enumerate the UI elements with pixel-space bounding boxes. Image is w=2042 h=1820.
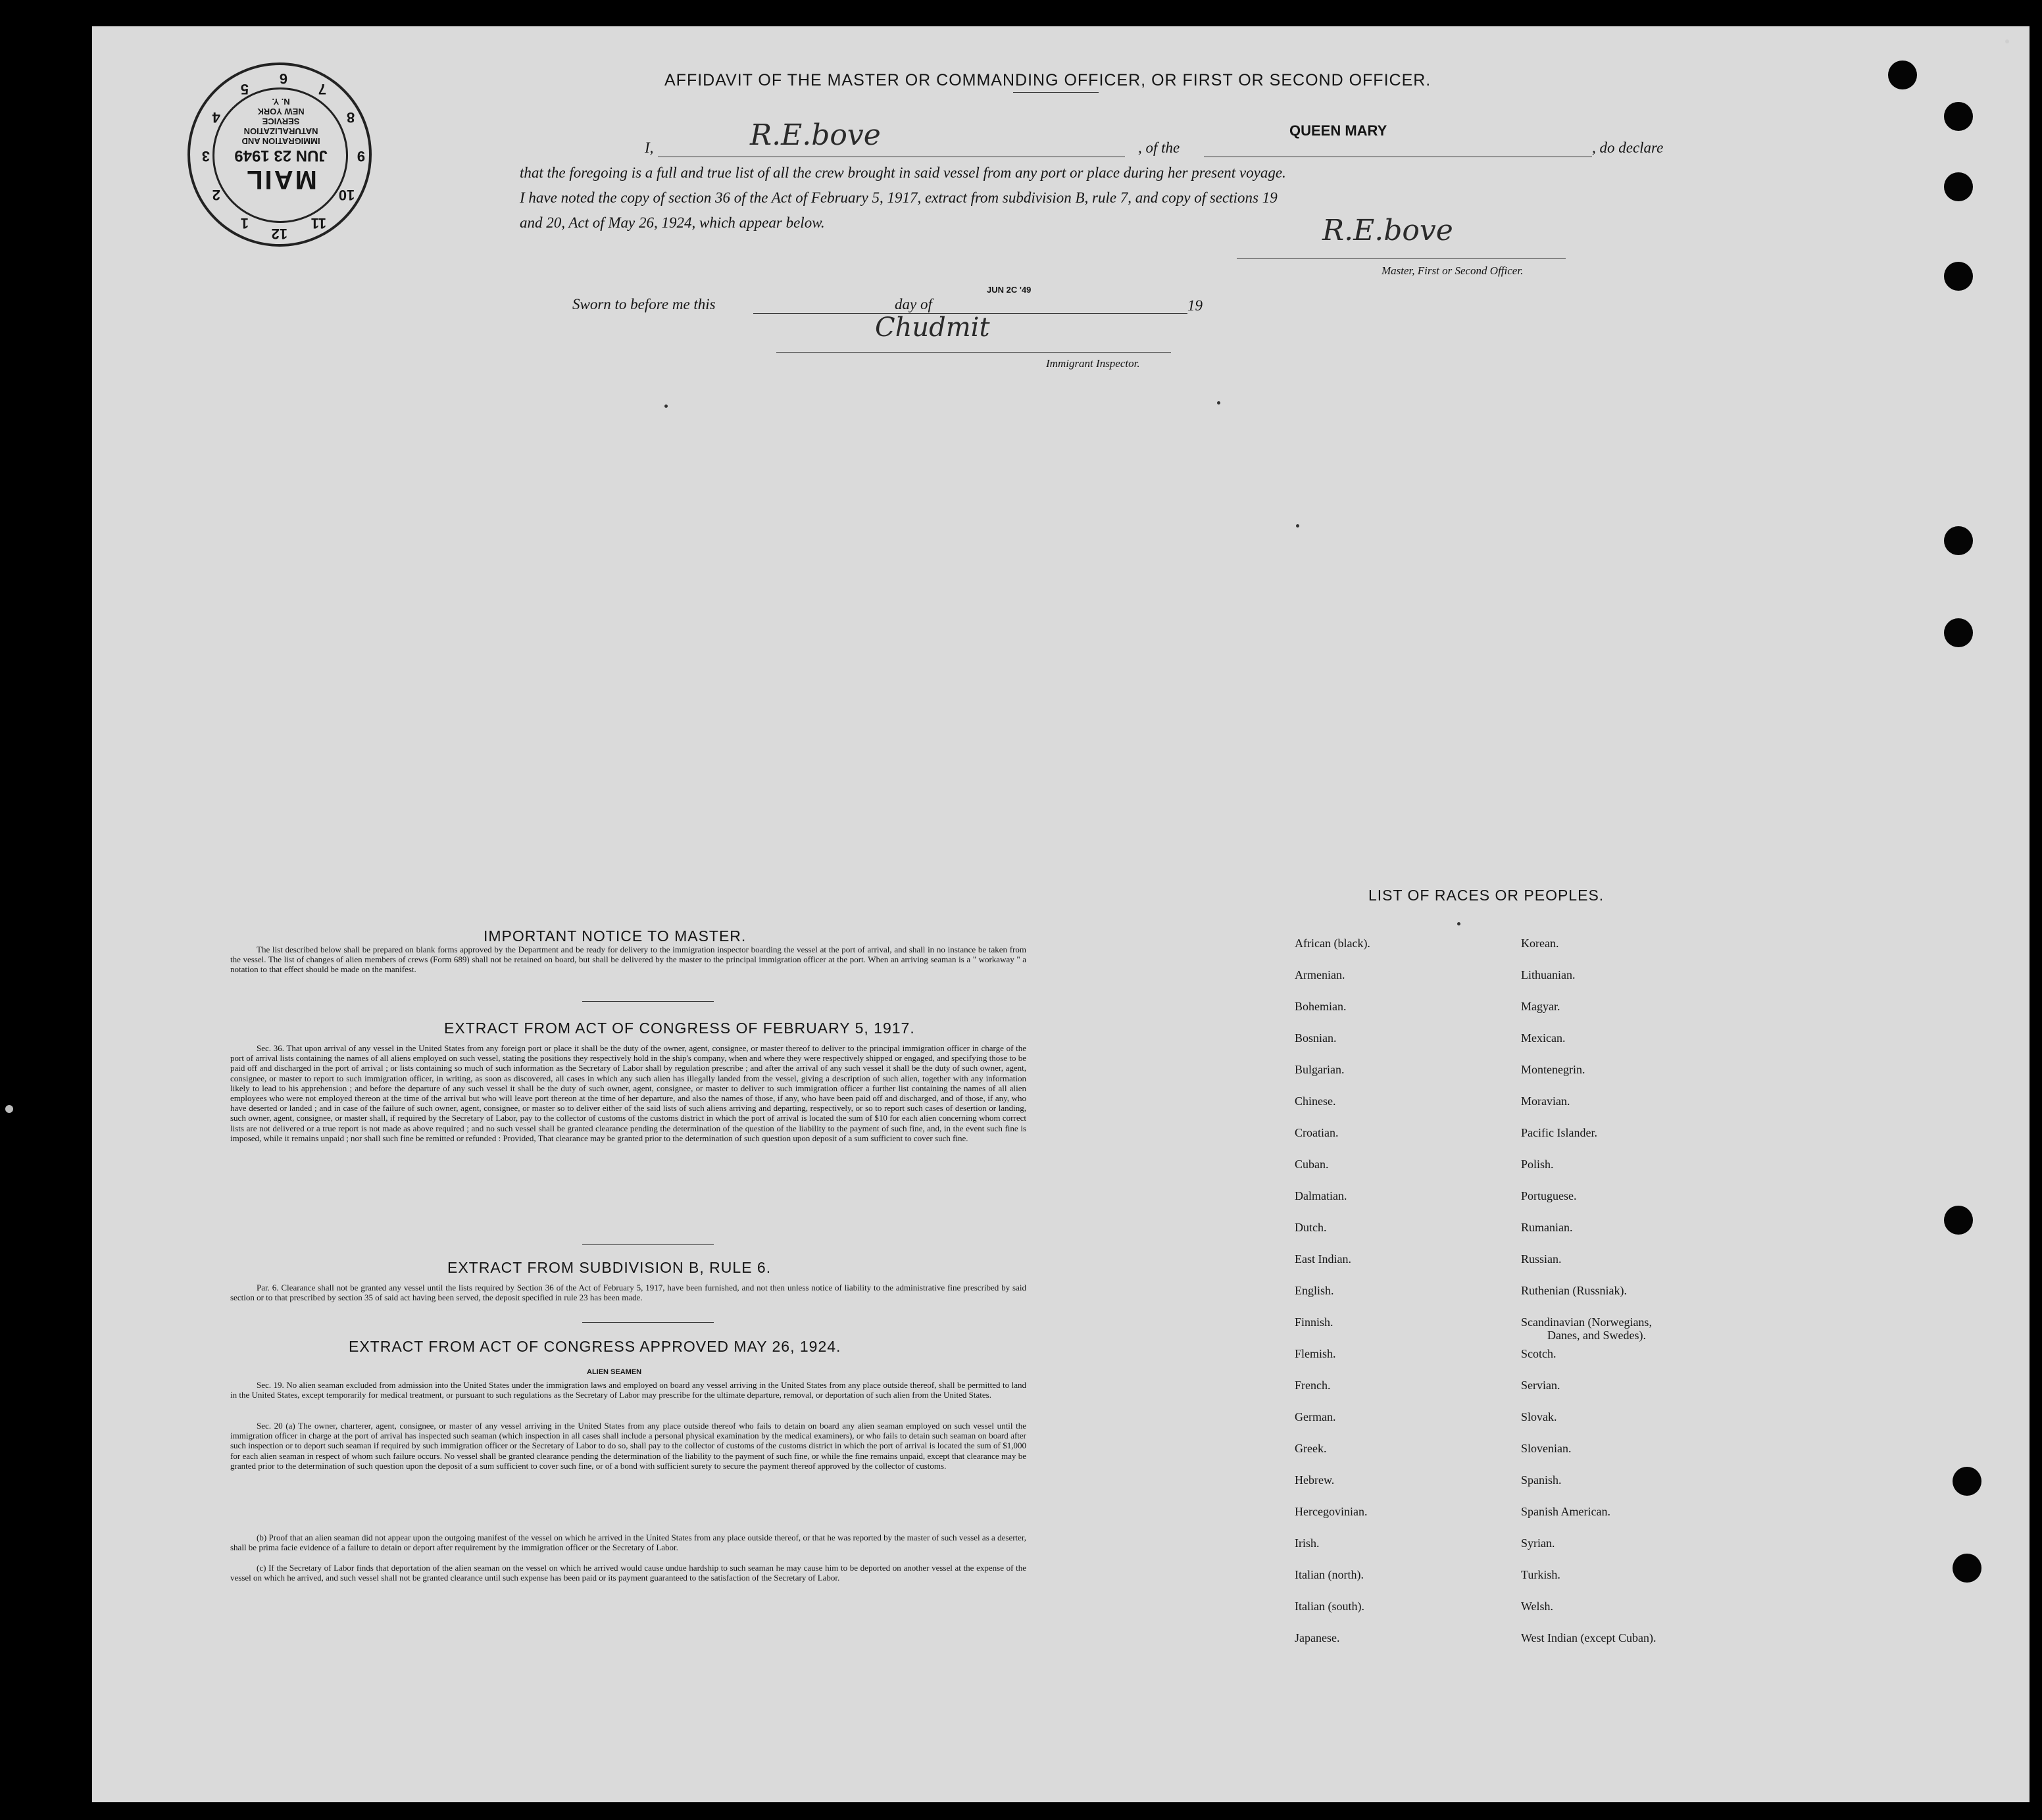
- race-item-left: Italian (south).: [1295, 1600, 1364, 1613]
- stamp-line1: IMMIGRATION AND: [241, 136, 320, 146]
- stamp-line5: N. Y.: [272, 97, 290, 107]
- affidavit-line4: and 20, Act of May 26, 1924, which appear below.: [520, 214, 825, 231]
- rule6-body: Par. 6. Clearance shall not be granted any vessel until the lists required by Section 36 of the Act of February 5, 1917, have been furnished, and not then unless notice of liability to the administrative fine prescribed by said section or to that prescribed by section 35 of said act having been served, the deposit specified in rule 23 has been made.: [230, 1283, 1026, 1303]
- stamp-date: JUN 23 1949: [234, 147, 328, 164]
- stamp-clock-digit: 11: [311, 215, 326, 232]
- form-mark: [664, 405, 668, 408]
- affidavit-i-label: I,: [645, 139, 654, 156]
- race-item-left: Bulgarian.: [1295, 1063, 1345, 1076]
- race-item-left: Dutch.: [1295, 1221, 1327, 1234]
- race-item-right: Polish.: [1521, 1158, 1554, 1171]
- race-item-right: Ruthenian (Russniak).: [1521, 1284, 1627, 1297]
- notice-divider: [582, 1001, 714, 1002]
- form-mark: [1457, 922, 1460, 925]
- race-item-right: Korean.: [1521, 937, 1559, 950]
- stamp-line4: NEW YORK: [257, 107, 305, 116]
- jurat-date-stamp: JUN 2C '49: [987, 285, 1032, 295]
- of-the-label: , of the: [1138, 139, 1180, 156]
- stamp-clock-digit: 7: [318, 80, 326, 97]
- race-item-right: Moravian.: [1521, 1094, 1570, 1108]
- race-item-right: Lithuanian.: [1521, 968, 1576, 981]
- master-signature-top: R.E.bove: [750, 118, 881, 152]
- vessel-name: QUEEN MARY: [1289, 122, 1387, 139]
- race-item-right: Russian.: [1521, 1252, 1562, 1266]
- race-item-left: Bosnian.: [1295, 1031, 1337, 1045]
- master-signature: R.E.bove: [1322, 214, 1453, 247]
- master-caption: Master, First or Second Officer.: [1382, 264, 1524, 277]
- race-item-left: Hebrew.: [1295, 1473, 1335, 1487]
- race-item-left: Chinese.: [1295, 1094, 1336, 1108]
- race-item-left: English.: [1295, 1284, 1334, 1297]
- film-speck: [2005, 39, 2009, 43]
- race-item-right: West Indian (except Cuban).: [1521, 1631, 1656, 1644]
- race-item-right: Spanish American.: [1521, 1505, 1610, 1518]
- form-mark: [1217, 401, 1220, 405]
- film-speck: [5, 1105, 13, 1113]
- race-item-left: Croatian.: [1295, 1126, 1339, 1139]
- stamp-mail: MAIL: [245, 165, 317, 194]
- race-item-right: Montenegrin.: [1521, 1063, 1585, 1076]
- race-item-left: East Indian.: [1295, 1252, 1351, 1266]
- punch-hole: [1953, 1467, 1981, 1496]
- race-item-left: Hercegovinian.: [1295, 1505, 1368, 1518]
- stamp-line3: SERVICE: [262, 116, 300, 126]
- rule6-heading: EXTRACT FROM SUBDIVISION B, RULE 6.: [447, 1259, 772, 1276]
- race-item-left: Dalmatian.: [1295, 1189, 1347, 1202]
- race-item-right: Scotch.: [1521, 1347, 1556, 1360]
- day-of-label: day of: [895, 296, 932, 312]
- year-label: 19: [1187, 297, 1203, 314]
- punch-hole: [1944, 262, 1973, 291]
- inspector-caption: Immigrant Inspector.: [1046, 357, 1140, 370]
- race-item-left: German.: [1295, 1410, 1336, 1423]
- mail-stamp: [187, 62, 372, 247]
- inspector-signature: Chudmit: [875, 312, 990, 343]
- race-item-left: Cuban.: [1295, 1158, 1329, 1171]
- race-item-left: French.: [1295, 1379, 1331, 1392]
- race-item-right: Servian.: [1521, 1379, 1560, 1392]
- alien-seamen-subheading: ALIEN SEAMEN: [587, 1368, 642, 1376]
- race-item-left: Bohemian.: [1295, 1000, 1347, 1013]
- extract-1924-sec20c: (c) If the Secretary of Labor finds that deportation of the alien seaman on the vessel on which he arrived would cause undue hardship to such seaman he may cause him to be deported on another vessel at the expense of the vessel on which he arrived, and such vessel shall not be granted clearance until such expense has been paid or its payment guaranteed to the satisfaction of the Secretary of Labor.: [230, 1563, 1026, 1583]
- stamp-clock-digit: 10: [338, 187, 355, 203]
- notice-heading: IMPORTANT NOTICE TO MASTER.: [484, 927, 747, 945]
- stamp-clock-digit: 9: [357, 148, 365, 164]
- extract-1924-sec20b: (b) Proof that an alien seaman did not appear upon the outgoing manifest of the vessel on which he arrived in the United States from any place outside thereof, or that he was reported by the master of such vessel as a deserter, shall be prima facie evidence of a failure to detain or deport after requirement by the immigration officer or the Secretary of Labor.: [230, 1533, 1026, 1553]
- bleed-through-text: [684, 112, 700, 134]
- stamp-clock-digit: 6: [279, 70, 287, 87]
- stamp-clock-digit: 1: [240, 215, 249, 232]
- notice-body: The list described below shall be prepared on blank forms approved by the Department and be ready for delivery to the immigration inspector boarding the vessel at the port of arrival, and shall in no instance be taken from the vessel. The list of changes of alien members of crews (Form 689) shall not be retained on board, but shall be delivered by the master to the principal immigration officer at the port. When an arriving seaman is a " workaway " a notation to that effect should be made on the manifest.: [230, 945, 1026, 975]
- stamp-clock-digit: 4: [212, 109, 220, 126]
- affidavit-line2: that the foregoing is a full and true list of all the crew brought in said vessel from any port or place during her present voyage.: [520, 164, 1286, 181]
- punch-hole: [1944, 172, 1973, 201]
- races-heading: LIST OF RACES OR PEOPLES.: [1368, 887, 1605, 904]
- master-signature-line: [1237, 258, 1566, 259]
- race-item-left: Finnish.: [1295, 1316, 1333, 1329]
- race-item-right: Rumanian.: [1521, 1221, 1573, 1234]
- race-item-left: Armenian.: [1295, 968, 1345, 981]
- extract-1924-sec20a: Sec. 20 (a) The owner, charterer, agent, consignee, or master of any vessel arriving in the United States from any place outside thereof who fails to detain on board any alien seaman employed on such vessel until the immigration officer in charge at the port of arrival has inspected such seaman (which inspection in all cases shall include a personal physical examination by the medical examiners), or who fails to detain such seaman on board after such inspection or to deport such seaman if required by such immigration officer or the Secretary of Labor to do so, shall pay to the collector of customs of the customs district in which the port of arrival is located the sum of $1,000 for each alien seaman in respect of whom such failure occurs. No vessel shall be granted clearance pending the determination of the liability to the payment of such fine, or while the fine remains unpaid, except that clearance may be granted prior to the determination of such question upon the deposit of a sum sufficient to cover such fine, or of a bond with sufficient surety to secure the payment thereof approved by the collector of customs.: [230, 1421, 1026, 1471]
- race-item-right: Turkish.: [1521, 1568, 1560, 1581]
- race-item-right: Danes, and Swedes).: [1547, 1329, 1646, 1342]
- race-item-right: Mexican.: [1521, 1031, 1566, 1045]
- race-item-right: Slovak.: [1521, 1410, 1557, 1423]
- stamp-clock-digit: 3: [201, 148, 210, 164]
- affidavit-heading: AFFIDAVIT OF THE MASTER OR COMMANDING OFFICER, OR FIRST OR SECOND OFFICER.: [664, 71, 1432, 89]
- race-item-right: Scandinavian (Norwegians,: [1521, 1316, 1652, 1329]
- punch-hole: [1953, 1554, 1981, 1583]
- sworn-label: Sworn to before me this: [572, 296, 716, 312]
- inspector-line: [776, 352, 1171, 353]
- extract-1917-body: Sec. 36. That upon arrival of any vessel in the United States from any foreign port or place it shall be the duty of the owner, agent, consignee, or master thereof to deliver to the principal immigration officer in charge of the port of arrival lists containing the names of all aliens employed on such vessel, stating the positions they respectively hold in the ship's company, when and where they were respectively shipped or engaged, and specifying those to be paid off and discharged in the port of arrival ; or lists containing so much of such information as the Secretary of Labor shall by regulation prescribe ; and after the arrival of any such vessel it shall be the duty of such owner, agent, consignee, or master to report to such immigration officer, in writing, as soon as discovered, all cases in which any such alien has illegally landed from the vessel, giving a description of such alien, together with any information likely to lead to his apprehension ; and before the departure of any such vessel it shall be the duty of such owner, agent, consignee, or master to deliver to such immigration officer a further list containing the names of all alien employees who were not employed thereon at the time of the arrival but who will leave port thereon at the time of her departure, and also the names of those, if any, who have been paid off and discharged, and of those, if any, who have deserted or landed ; and in case of the failure of such owner, agent, consignee, or master so to deliver either of the said lists of such aliens arriving and departing, respectively, or so to report such cases of desertion or landing, such owner, agent, consignee, or master shall, if required by the Secretary of Labor, pay to the collector of customs of the customs district in which the port of arrival is located the sum of $10 for each alien concerning whom correct lists are not delivered or a true report is not made as above required ; and no such vessel shall be granted clearance pending the determination of the question of the liability to the payment of such fine, and, in the event such fine is imposed, while it remains unpaid ; nor shall such fine be remitted or refunded : Provided, That clearance may be granted prior to the determination of such question upon deposit of a sum sufficient to cover such fine.: [230, 1043, 1026, 1143]
- do-declare-label: , do declare: [1592, 139, 1664, 156]
- form-mark: [1296, 524, 1299, 528]
- extract-1924-sec19: Sec. 19. No alien seaman excluded from admission into the United States under the immigration laws and employed on board any vessel arriving in the United States from any place outside thereof, shall be permitted to land in the United States, except temporarily for medical treatment, or pursuant to such regulations as the Secretary of Labor may prescribe for the ultimate departure, removal, or deportation of such alien from the United States.: [230, 1380, 1026, 1400]
- document-page: [92, 26, 2030, 1802]
- race-item-left: Flemish.: [1295, 1347, 1336, 1360]
- race-item-right: Magyar.: [1521, 1000, 1560, 1013]
- affidavit-line3: I have noted the copy of section 36 of the Act of February 5, 1917, extract from subdivision B, rule 7, and copy of sections 19: [520, 189, 1278, 206]
- stamp-clock-digit: 5: [240, 80, 249, 97]
- race-item-left: Greek.: [1295, 1442, 1327, 1455]
- punch-hole: [1944, 526, 1973, 555]
- stamp-clock-digit: 2: [212, 187, 220, 203]
- race-item-left: Japanese.: [1295, 1631, 1340, 1644]
- punch-hole: [1944, 1206, 1973, 1235]
- punch-hole: [1944, 618, 1973, 647]
- heading-rule: [1013, 92, 1099, 93]
- race-item-right: Spanish.: [1521, 1473, 1562, 1487]
- rule6-divider: [582, 1322, 714, 1323]
- punch-hole: [1888, 61, 1917, 89]
- stamp-clock-digit: 8: [346, 109, 355, 126]
- extract-1917-divider: [582, 1244, 714, 1245]
- race-item-right: Slovenian.: [1521, 1442, 1572, 1455]
- race-item-right: Pacific Islander.: [1521, 1126, 1597, 1139]
- punch-hole: [1944, 102, 1973, 131]
- race-item-left: African (black).: [1295, 937, 1370, 950]
- race-item-right: Welsh.: [1521, 1600, 1554, 1613]
- stamp-clock-digit: 12: [271, 226, 287, 242]
- race-item-left: Irish.: [1295, 1537, 1320, 1550]
- race-item-left: Italian (north).: [1295, 1568, 1364, 1581]
- extract-1924-heading: EXTRACT FROM ACT OF CONGRESS APPROVED MAY 26, 1924.: [349, 1338, 841, 1355]
- extract-1917-heading: EXTRACT FROM ACT OF CONGRESS OF FEBRUARY 5, 1917.: [444, 1020, 915, 1037]
- stamp-line2: NATURALIZATION: [243, 126, 318, 136]
- race-item-right: Syrian.: [1521, 1537, 1555, 1550]
- race-item-right: Portuguese.: [1521, 1189, 1577, 1202]
